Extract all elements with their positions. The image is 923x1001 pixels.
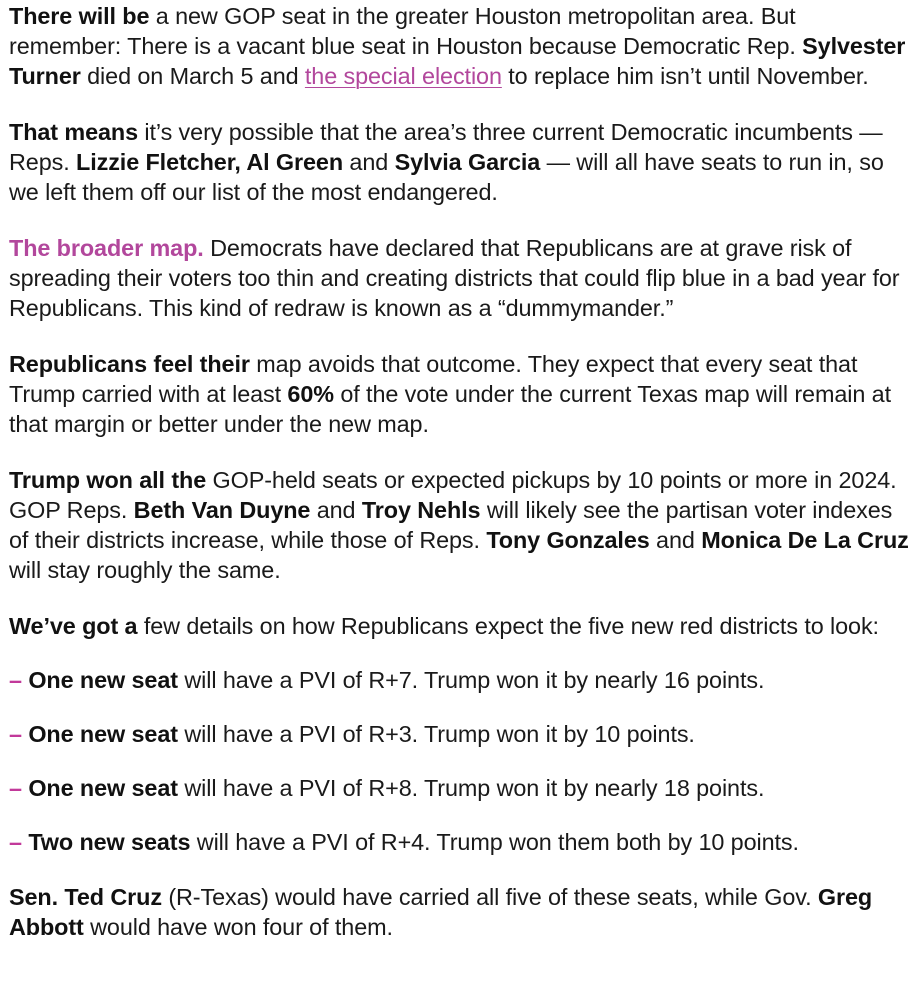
- list-item: – One new seat will have a PVI of R+3. Trump won it by 10 points.: [9, 721, 695, 747]
- list-item: – One new seat will have a PVI of R+8. Trump won it by nearly 18 points.: [9, 775, 765, 801]
- person-name: Sylvester Turner: [9, 33, 906, 89]
- dash-bullet: –: [9, 829, 22, 855]
- person-name: Sen. Ted Cruz: [9, 884, 162, 910]
- article-body: [0, 1, 923, 942]
- lead-in: Republicans feel their: [9, 351, 250, 377]
- paragraph-broader-map: The broader map. Democrats have declared that Republicans are at grave risk of spreading their voters too thin and creating districts that could flip blue in a bad year for Republicans. This kind of redraw is known as a “dummymander.”: [9, 235, 900, 321]
- person-name: Sylvia Garcia: [394, 149, 541, 175]
- person-name: Tony Gonzales: [486, 527, 650, 553]
- bullet-lead: Two new seats: [28, 829, 191, 855]
- lead-in: We’ve got a: [9, 613, 138, 639]
- lead-in: That means: [9, 119, 138, 145]
- bullet-lead: One new seat: [28, 775, 178, 801]
- person-name: Greg Abbott: [9, 884, 873, 940]
- paragraph-republicans-feel: Republicans feel their map avoids that outcome. They expect that every seat that Trump carried with at least 60% of the vote under the current Texas map will remain at that margin or better under the new map.: [9, 351, 891, 437]
- person-name: Troy Nehls: [361, 497, 481, 523]
- person-names: Lizzie Fletcher, Al Green: [76, 149, 344, 175]
- paragraph-details: We’ve got a few details on how Republicans expect the five new red districts to look:: [9, 613, 879, 639]
- special-election-link[interactable]: the special election: [304, 63, 502, 89]
- list-item: – One new seat will have a PVI of R+7. Trump won it by nearly 16 points.: [9, 667, 765, 693]
- bullet-lead: One new seat: [28, 721, 178, 747]
- paragraph-incumbents: That means it’s very possible that the area’s three current Democratic incumbents — Reps. Lizzie Fletcher, Al Green and Sylvia Garcia — will all have seats to run in, so we left them off our list of the most endangered.: [9, 119, 884, 205]
- lead-in: There will be: [9, 3, 150, 29]
- lead-in: Trump won all the: [9, 467, 207, 493]
- section-heading: The broader map.: [9, 235, 204, 261]
- paragraph-trump-won: Trump won all the GOP-held seats or expected pickups by 10 points or more in 2024. GOP Reps. Beth Van Duyne and Troy Nehls will likely see the partisan voter indexes of their districts increase, while those of Reps. Tony Gonzales and Monica De La Cruz will stay roughly the same.: [9, 467, 909, 583]
- dash-bullet: –: [9, 667, 22, 693]
- person-name: Beth Van Duyne: [133, 497, 311, 523]
- bullet-lead: One new seat: [28, 667, 178, 693]
- paragraph-cruz-abbott: Sen. Ted Cruz (R-Texas) would have carried all five of these seats, while Gov. Greg Abbott would have won four of them.: [9, 884, 873, 940]
- paragraph-houston-seat: There will be a new GOP seat in the greater Houston metropolitan area. But remember: There is a vacant blue seat in Houston because Democratic Rep. Sylvester Turner died on March 5 and the special election to replace him isn’t until November.: [9, 3, 906, 89]
- percentage: 60%: [287, 381, 334, 407]
- dash-bullet: –: [9, 721, 22, 747]
- list-item: – Two new seats will have a PVI of R+4. Trump won them both by 10 points.: [9, 829, 799, 855]
- person-name: Monica De La Cruz: [701, 527, 909, 553]
- dash-bullet: –: [9, 775, 22, 801]
